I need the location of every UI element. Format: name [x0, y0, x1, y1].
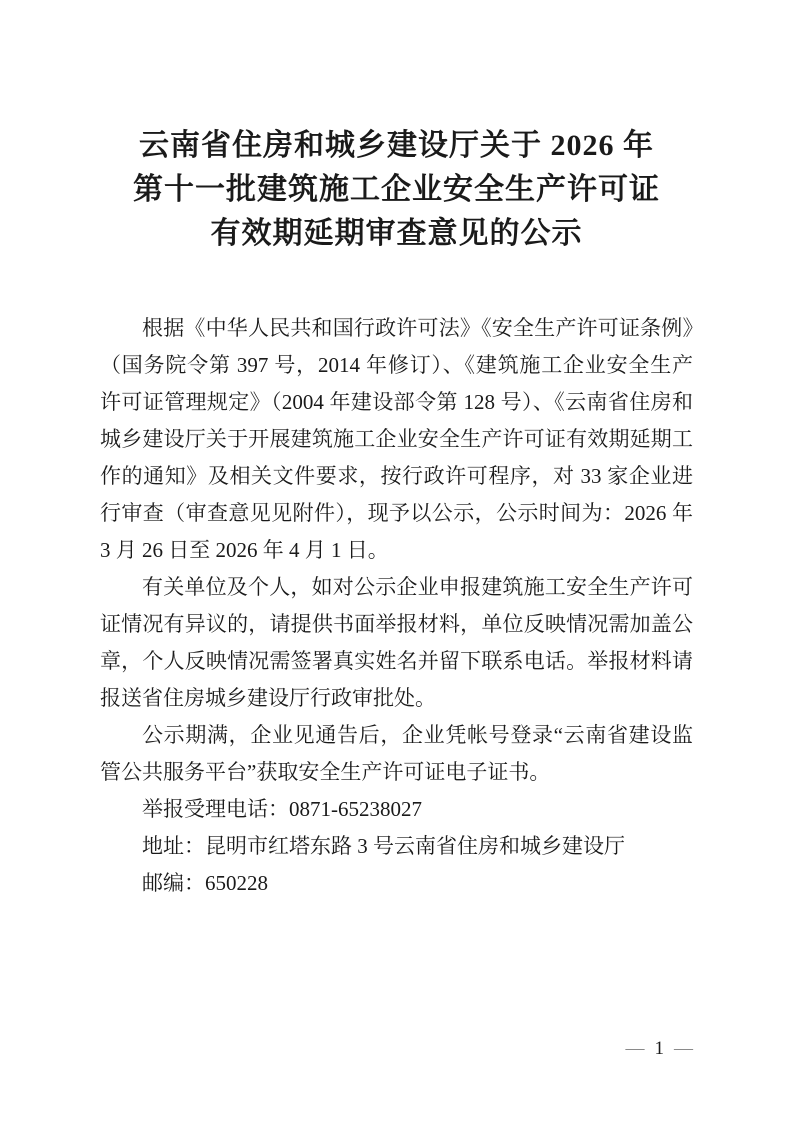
- page-number: 1: [654, 1038, 664, 1059]
- title-line-2: 第十一批建筑施工企业安全生产许可证: [133, 173, 660, 206]
- footer-dash-left: —: [625, 1038, 645, 1059]
- footer-dash-right: —: [674, 1038, 693, 1059]
- contact-phone-line: 举报受理电话：0871-65238027: [142, 797, 422, 821]
- document-body: [100, 310, 693, 902]
- title-line-3: 有效期延期审查意见的公示: [210, 217, 583, 250]
- contact-postcode-line: 邮编：650228: [142, 871, 268, 895]
- paragraph-legal-basis: 根据《中华人民共和国行政许可法》《安全生产许可证条例》（国务院令第 397 号，2014 年修订）、《建筑施工企业安全生产许可证管理规定》（2004 年建设部令第 128 号）、《云南省住房和城乡建设厅关于开展建筑施工企业安全生产许可证有效期延期工作的通知》及相关文件要求，按行政许可程序，对 33 家企业进行审查（审查意见见附件），现予以公示，公示时间为：2026 年 3 月 26 日至 2026 年 4 月 1 日。: [100, 316, 693, 562]
- paragraph-objection-instructions: 有关单位及个人，如对公示企业申报建筑施工安全生产许可证情况有异议的，请提供书面举报材料，单位反映情况需加盖公章，个人反映情况需签署真实姓名并留下联系电话。举报材料请报送省住房城乡建设厅行政审批处。: [100, 575, 693, 710]
- page-footer: [626, 1038, 694, 1060]
- title-line-1: 云南省住房和城乡建设厅关于 2026 年: [139, 129, 654, 162]
- contact-address-line: 地址：昆明市红塔东路 3 号云南省住房和城乡建设厅: [142, 834, 625, 858]
- document-title: [100, 124, 693, 256]
- paragraph-certificate-retrieval: 公示期满，企业见通告后，企业凭帐号登录“云南省建设监管公共服务平台”获取安全生产许可证电子证书。: [100, 723, 693, 784]
- document-content: [100, 0, 693, 902]
